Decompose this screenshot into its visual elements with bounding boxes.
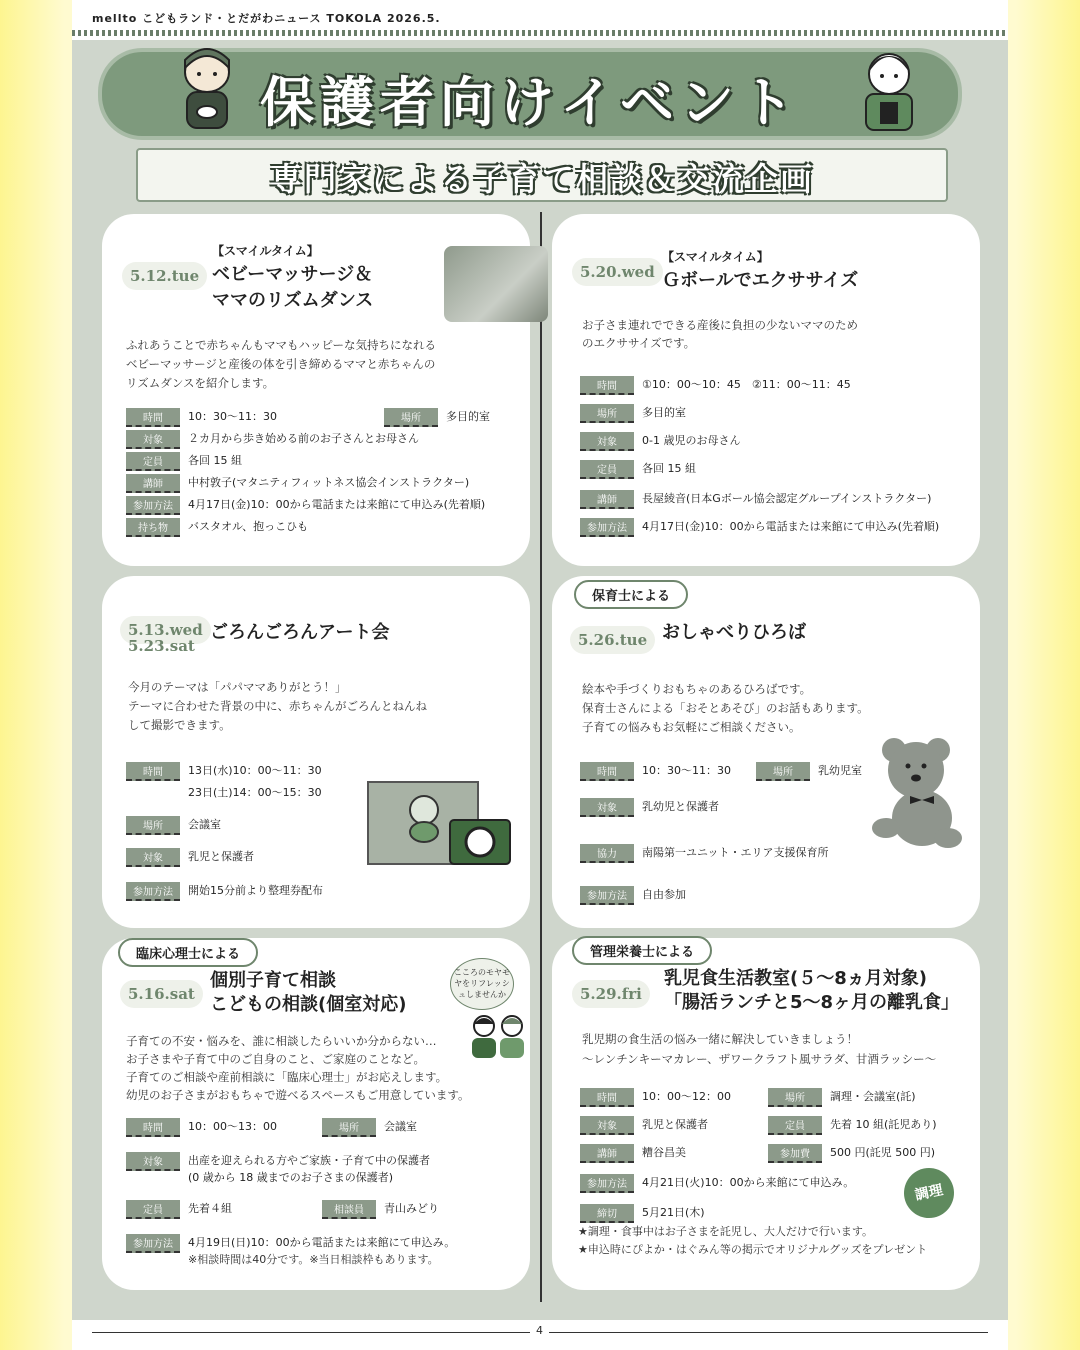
info-row-place: 場所 調理・会議室(託) — [768, 1088, 916, 1107]
event-desc-1: お子さま連れでできる産後に負担の少ないママのため — [582, 318, 858, 332]
event-title: おしゃべりひろば — [662, 622, 806, 643]
event-desc-4: 幼児のお子さまがおもちゃで遊べるスペースもご用意しています。 — [126, 1088, 470, 1102]
event-desc-2: 〜レンチンキーマカレー、ザワークラフト風サラダ、甘酒ラッシー〜 — [582, 1052, 937, 1066]
event-desc-1: 乳児期の食生活の悩み一緒に解決していきましょう！ — [582, 1032, 858, 1046]
girl-character-icon — [854, 42, 924, 134]
event-card-baby-massage — [108, 220, 524, 560]
event-title-line2: 「腸活ランチと5〜8ヶ月の離乳食」 — [664, 992, 960, 1013]
info-row: 参加方法 4月17日(金)10：00から電話または来館にて申込み(先着順) — [126, 496, 485, 515]
event-desc-3: リズムダンスを紹介します。 — [126, 376, 275, 390]
event-title-line1: 乳児食生活教室(５〜8ヵ月対象) — [664, 968, 927, 989]
event-desc-3: して撮影できます。 — [128, 718, 231, 732]
info-row: 23日(土)14：00〜15：30 — [188, 786, 322, 799]
event-date: 5.26.tue — [570, 626, 655, 654]
info-row: 対象 出産を迎えられる方やご家族・子育て中の保護者 — [126, 1152, 430, 1171]
subtitle-banner — [136, 148, 948, 202]
event-title-line1: ベビーマッサージ＆ — [212, 264, 373, 285]
info-row: 場所 多目的室 — [580, 404, 686, 423]
counseling-people-icon — [468, 1012, 528, 1060]
cooking-badge: 調理 — [899, 1163, 958, 1222]
event-card-gball — [558, 220, 974, 560]
info-row: 参加方法 4月19日(日)10：00から電話または来館にて申込み。 — [126, 1234, 455, 1253]
event-desc-3: 子育ての悩みもお気軽にご相談ください。 — [582, 720, 801, 734]
info-row-capacity: 定員 先着 10 組(託児あり) — [768, 1116, 937, 1135]
event-date-2: 5.23.sat — [128, 637, 195, 655]
info-row: 定員 各回 15 組 — [580, 460, 696, 479]
info-row-place: 場所 多目的室 — [384, 408, 490, 427]
info-row: 講師 長屋綾音(日本Gボール協会認定グループインストラクター) — [580, 490, 931, 509]
info-row: 対象 0-1 歳児のお母さん — [580, 432, 740, 451]
page-title: 保護者向けイベント — [260, 70, 800, 134]
info-row: 時間 10：00〜13：00 — [126, 1118, 277, 1137]
event-date: 5.16.sat — [120, 980, 203, 1008]
teddy-bear-icon — [864, 732, 968, 852]
event-desc-1: 絵本や手づくりおもちゃのあるひろばです。 — [582, 682, 812, 696]
event-card-art — [108, 582, 524, 922]
info-row: 定員 各回 15 組 — [126, 452, 242, 471]
event-desc-1: ふれあうことで赤ちゃんもママもハッピーな気持ちになれる — [126, 338, 437, 352]
info-row: 対象 ２カ月から歩き始める前のお子さんとお母さん — [126, 430, 419, 449]
info-row: 持ち物 バスタオル、抱っこひも — [126, 518, 308, 537]
event-desc-2: のエクササイズです。 — [582, 336, 696, 350]
info-row: (0 歳から 18 歳までのお子さまの保護者) — [188, 1171, 394, 1184]
info-row: 時間 10：30〜11：30 — [580, 762, 731, 781]
event-date: 5.12.tue — [122, 262, 207, 290]
event-title-line1: 個別子育て相談 — [210, 970, 336, 991]
info-row: 参加方法 自由参加 — [580, 886, 686, 905]
event-title: ごろんごろんアート会 — [210, 622, 390, 643]
info-row: 時間 10：30〜11：30 — [126, 408, 277, 427]
event-card-hiroba — [558, 582, 974, 922]
speech-bubble: こころのモヤモヤをリフレッシュしませんか — [450, 958, 514, 1010]
event-date: 5.29.fri — [572, 980, 650, 1008]
presenter-badge: 管理栄養士による — [572, 936, 712, 965]
info-row-place: 場所 会議室 — [322, 1118, 417, 1137]
event-desc-1: 今月のテーマは「パパママありがとう！」 — [128, 680, 347, 694]
baby-camera-icon — [364, 768, 514, 878]
newsletter-page — [72, 0, 1008, 1350]
event-photo — [444, 246, 548, 322]
info-row: 場所 会議室 — [126, 816, 221, 835]
event-tag: 【スマイルタイム】 — [212, 244, 319, 258]
event-date: 5.20.wed — [572, 258, 663, 286]
event-title: Ｇボールでエクササイズ — [662, 270, 859, 291]
event-note-1: ★調理・食事中はお子さまを託児し、大人だけで行います。 — [578, 1225, 873, 1238]
presenter-badge: 保育士による — [574, 580, 688, 609]
stitch-divider — [72, 30, 1008, 36]
event-card-counseling — [108, 944, 524, 1284]
info-row: 締切 5月21日(木) — [580, 1204, 705, 1223]
event-note-2: ★申込時にぴよか・はぐみん等の掲示でオリジナルグッズをプレゼント — [578, 1243, 928, 1256]
info-row: 対象 乳児と保護者 — [126, 848, 254, 867]
info-row-staff: 相談員 青山みどり — [322, 1200, 439, 1219]
info-row-fee: 参加費 500 円(託児 500 円) — [768, 1144, 935, 1163]
info-row: 対象 乳幼児と保護者 — [580, 798, 719, 817]
event-card-food — [558, 944, 974, 1284]
info-row: 参加方法 4月21日(火)10：00から来館にて申込み。 — [580, 1174, 854, 1193]
info-row: 参加方法 開始15分前より整理券配布 — [126, 882, 323, 901]
info-row: 参加方法 4月17日(金)10：00から電話または来館にて申込み(先着順) — [580, 518, 939, 537]
event-note: ※相談時間は40分です。※当日相談枠もあります。 — [188, 1253, 439, 1266]
info-row: 時間 13日(水)10：00〜11：30 — [126, 762, 322, 781]
info-row: 時間 10：00〜12：00 — [580, 1088, 731, 1107]
event-tag: 【スマイルタイム】 — [662, 250, 769, 264]
event-desc-2: ベビーマッサージと産後の体を引き締めるママと赤ちゃんの — [126, 357, 436, 371]
info-row: 定員 先着４組 — [126, 1200, 232, 1219]
info-row: 講師 中村敦子(マタニティフィットネス協会インストラクター) — [126, 474, 469, 493]
event-date-1: 5.13.wed — [120, 616, 211, 644]
event-title-line2: こどもの相談(個室対応) — [210, 994, 407, 1015]
info-row: 協力 南陽第一ユニット・エリア支援保育所 — [580, 844, 829, 863]
event-desc-1: 子育ての不安・悩みを、誰に相談したらいいか分からない… — [126, 1034, 437, 1048]
page-number: 4 — [530, 1324, 549, 1337]
presenter-badge: 臨床心理士による — [118, 938, 258, 967]
info-row: 時間 ①10：00〜10：45 ②11：00〜11：45 — [580, 376, 851, 395]
event-desc-3: 子育てのご相談や産前相談に「臨床心理士」がお応えします。 — [126, 1070, 448, 1084]
info-row: 対象 乳児と保護者 — [580, 1116, 708, 1135]
subtitle: 専門家による子育て相談＆交流企画 — [269, 160, 814, 198]
event-desc-2: お子さまや子育て中のご自身のこと、ご家庭のことなど。 — [126, 1052, 425, 1066]
masthead: mellto こどもランド・とだがわニュース TOKOLA 2026.5. — [92, 12, 441, 25]
column-divider — [540, 212, 542, 1302]
boy-character-icon — [172, 42, 242, 134]
event-desc-2: テーマに合わせた背景の中に、赤ちゃんがごろんとねんね — [128, 699, 427, 713]
info-row-place: 場所 乳幼児室 — [756, 762, 862, 781]
event-desc-2: 保育士さんによる「おそとあそび」のお話もあります。 — [582, 701, 869, 715]
event-title-line2: ママのリズムダンス — [212, 290, 374, 311]
info-row: 講師 糟谷昌美 — [580, 1144, 686, 1163]
